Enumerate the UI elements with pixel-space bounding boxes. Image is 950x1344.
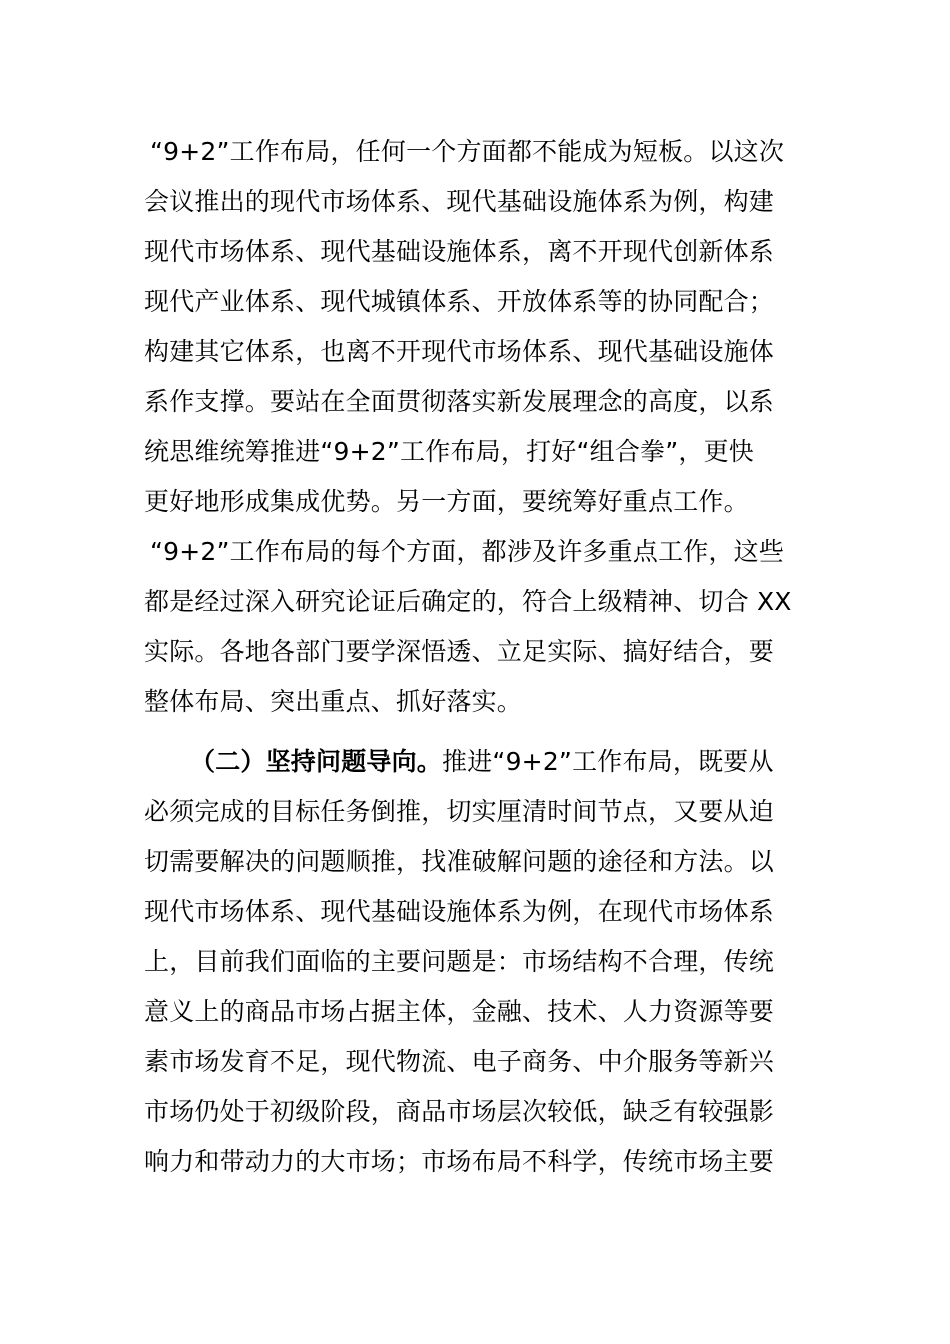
paragraph-1-line-9: “9+2”工作布局的每个方面，都涉及许多重点工作，这些 bbox=[150, 537, 785, 566]
paragraph-2-first-line bbox=[190, 744, 830, 780]
section-heading: （二）坚持问题导向。 bbox=[190, 747, 443, 776]
paragraph-2-line-4: 现代市场体系、现代基础设施体系为例，在现代市场体系 bbox=[144, 897, 775, 926]
paragraph-2-line-5: 上，目前我们面临的主要问题是：市场结构不合理，传统 bbox=[144, 947, 775, 976]
paragraph-2-line-8: 市场仍处于初级阶段，商品市场层次较低，缺乏有较强影 bbox=[144, 1097, 775, 1126]
paragraph-1-line-11: 实际。各地各部门要学深悟透、立足实际、搞好结合，要 bbox=[144, 637, 775, 666]
paragraph-1-line-7: 统思维统筹推进“9+2”工作布局，打好“组合拳”，更快 bbox=[144, 437, 754, 466]
paragraph-2-line-3: 切需要解决的问题顺推，找准破解问题的途径和方法。以 bbox=[144, 847, 775, 876]
paragraph-1-line-5: 构建其它体系，也离不开现代市场体系、现代基础设施体 bbox=[144, 337, 775, 366]
paragraph-1-line-4: 现代产业体系、现代城镇体系、开放体系等的协同配合； bbox=[144, 287, 775, 316]
paragraph-1-line-8: 更好地形成集成优势。另一方面，要统筹好重点工作。 bbox=[144, 487, 749, 516]
paragraph-1-line-3: 现代市场体系、现代基础设施体系，离不开现代创新体系 bbox=[144, 237, 775, 266]
paragraph-1-line-1: “9+2”工作布局，任何一个方面都不能成为短板。以这次 bbox=[150, 137, 785, 166]
paragraph-2-line-9: 响力和带动力的大市场；市场布局不科学，传统市场主要 bbox=[144, 1147, 775, 1176]
paragraph-1-line-2: 会议推出的现代市场体系、现代基础设施体系为例，构建 bbox=[144, 187, 775, 216]
paragraph-2-line-1-rest: 推进“9+2”工作布局，既要从 bbox=[442, 747, 774, 776]
paragraph-1-line-12: 整体布局、突出重点、抓好落实。 bbox=[144, 687, 523, 716]
paragraph-2-line-2: 必须完成的目标任务倒推，切实厘清时间节点，又要从迫 bbox=[144, 797, 775, 826]
paragraph-1-line-6: 系作支撑。要站在全面贯彻落实新发展理念的高度，以系 bbox=[144, 387, 775, 416]
paragraph-2-line-6: 意义上的商品市场占据主体，金融、技术、人力资源等要 bbox=[144, 997, 775, 1026]
paragraph-1-line-10: 都是经过深入研究论证后确定的，符合上级精神、切合 XX bbox=[144, 587, 792, 616]
paragraph-2-line-7: 素市场发育不足，现代物流、电子商务、中介服务等新兴 bbox=[144, 1047, 775, 1076]
